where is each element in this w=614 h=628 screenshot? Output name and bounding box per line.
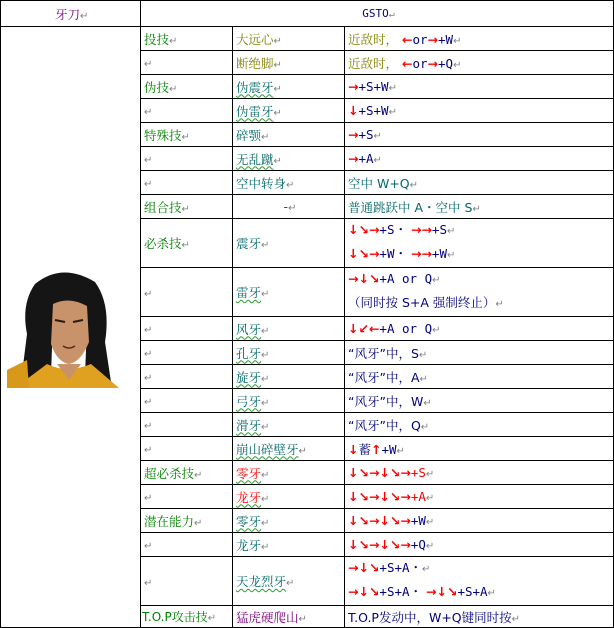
- category-cell: 必杀技↵: [141, 219, 233, 268]
- move-name-cell: 零牙↵: [233, 461, 345, 485]
- category-cell: ↵: [141, 147, 233, 171]
- character-name: 牙刀: [55, 6, 81, 22]
- game-title-cell: GSTO↵: [141, 1, 614, 27]
- command-line: （同时按 S+A 强制终止）↵: [348, 295, 504, 310]
- category-cell: ↵: [141, 437, 233, 461]
- move-name-cell: 震牙↵: [233, 219, 345, 268]
- category-cell: 伪技↵: [141, 75, 233, 99]
- move-name-cell: 猛虎硬爬山↵: [233, 606, 345, 628]
- arrow-left-icon: ←: [402, 31, 413, 47]
- category-cell: 投技↵: [141, 27, 233, 51]
- move-name-cell: 断绝脚↵: [233, 51, 345, 75]
- move-name-cell: 风牙↵: [233, 317, 345, 341]
- arrow-sequence-icon: →↓↘: [426, 584, 458, 599]
- command-line: ↓↘→+S・ →→+S↵: [348, 222, 456, 237]
- character-name-cell: 牙刀↵: [1, 1, 141, 27]
- category-cell: 特殊技↵: [141, 123, 233, 147]
- move-name-cell: 旋牙↵: [233, 365, 345, 389]
- arrow-left-icon: ←: [402, 55, 413, 71]
- arrow-up-icon: ↑: [371, 441, 382, 457]
- character-portrait: [7, 264, 127, 388]
- move-name-cell: 崩山碎壁牙↵: [233, 437, 345, 461]
- command-cell: →+S+W↵: [345, 75, 614, 99]
- move-name-cell: 无乱蹴↵: [233, 147, 345, 171]
- category-cell: ↵: [141, 557, 233, 606]
- command-cell: ↓↘→↓↘→+W↵: [345, 509, 614, 533]
- arrow-sequence-icon: ↓↙←: [348, 321, 380, 336]
- command-cell: ↓↙←+A or Q↵: [345, 317, 614, 341]
- arrow-sequence-icon: →↓↘: [348, 560, 380, 575]
- command-cell: “风牙”中，A↵: [345, 365, 614, 389]
- move-name-cell: 碎颚↵: [233, 123, 345, 147]
- move-name-cell: 空中转身↵: [233, 171, 345, 195]
- command-cell: 普通跳跃中 A・空中 S↵: [345, 195, 614, 219]
- command-cell: T.O.P发动中，W+Q键同时按↵: [345, 606, 614, 628]
- arrow-sequence-icon: ↓↘→↓↘→: [348, 489, 411, 504]
- category-cell: ↵: [141, 341, 233, 365]
- arrow-right-icon: →: [427, 55, 439, 71]
- move-name-cell: 雷牙↵: [233, 268, 345, 317]
- category-cell: ↵: [141, 389, 233, 413]
- arrow-down-icon: ↓: [348, 441, 359, 457]
- command-cell: “风牙”中，Q↵: [345, 413, 614, 437]
- game-title: GSTO: [362, 7, 389, 20]
- arrow-sequence-icon: ↓↘→: [348, 222, 380, 237]
- command-cell: ↓+S+W↵: [345, 99, 614, 123]
- command-cell: →+S↵: [345, 123, 614, 147]
- category-cell: ↵: [141, 413, 233, 437]
- arrow-sequence-icon: ↓↘→↓↘→: [348, 513, 411, 528]
- arrow-sequence-icon: ↓↘→↓↘→: [348, 465, 411, 480]
- command-line: ↓↘→+W・ →→+W↵: [348, 246, 456, 261]
- command-line: →↓↘+S+A・↵: [348, 560, 431, 575]
- arrow-right-icon: →: [427, 31, 439, 47]
- category-cell: ↵: [141, 533, 233, 557]
- arrow-sequence-icon: →→: [410, 246, 432, 261]
- arrow-sequence-icon: ↓↘→: [348, 246, 380, 261]
- move-name-cell: 龙牙↵: [233, 485, 345, 509]
- command-cell: [345, 557, 614, 606]
- command-cell: [345, 268, 614, 317]
- category-cell: 组合技↵: [141, 195, 233, 219]
- command-cell: [345, 219, 614, 268]
- command-cell: 近敌时， ←or→+W↵: [345, 27, 614, 51]
- category-cell: ↵: [141, 317, 233, 341]
- category-cell: ↵: [141, 365, 233, 389]
- arrow-right-icon: →: [348, 151, 359, 166]
- arrow-sequence-icon: ↓↘→↓↘→: [348, 537, 411, 552]
- command-cell: ↓蓄↑+W↵: [345, 437, 614, 461]
- command-line: →↓↘+S+A・ →↓↘+S+A↵: [348, 584, 496, 599]
- command-cell: ↓↘→↓↘→+Q↵: [345, 533, 614, 557]
- command-cell: “风牙”中，W↵: [345, 389, 614, 413]
- move-name-cell: -↵: [233, 195, 345, 219]
- move-name-cell: 天龙烈牙↵: [233, 557, 345, 606]
- category-cell: ↵: [141, 268, 233, 317]
- category-cell: 潜在能力↵: [141, 509, 233, 533]
- category-cell: ↵: [141, 171, 233, 195]
- command-cell: “风牙”中，S↵: [345, 341, 614, 365]
- move-name-cell: 零牙↵: [233, 509, 345, 533]
- command-cell: 空中 W+Q↵: [345, 171, 614, 195]
- header-row: [1, 1, 614, 27]
- arrow-right-icon: →: [348, 79, 359, 94]
- move-name-cell: 龙牙↵: [233, 533, 345, 557]
- arrow-sequence-icon: →↓↘: [348, 271, 380, 286]
- portrait-cell: [1, 27, 141, 628]
- category-cell: ↵: [141, 51, 233, 75]
- arrow-sequence-icon: →→: [410, 222, 432, 237]
- category-cell: ↵: [141, 99, 233, 123]
- category-cell: ↵: [141, 485, 233, 509]
- arrow-down-icon: ↓: [348, 103, 359, 118]
- command-cell: ↓↘→↓↘→+A↵: [345, 485, 614, 509]
- move-name-cell: 孔牙↵: [233, 341, 345, 365]
- arrow-sequence-icon: →↓↘: [348, 584, 380, 599]
- table-row: [1, 27, 614, 51]
- command-cell: ↓↘→↓↘→+S↵: [345, 461, 614, 485]
- command-cell: 近敌时， ←or→+Q↵: [345, 51, 614, 75]
- category-cell: T.O.P攻击技↵: [141, 606, 233, 628]
- move-name-cell: 弓牙↵: [233, 389, 345, 413]
- command-line: →↓↘+A or Q↵: [348, 271, 441, 286]
- move-name-cell: 大远心↵: [233, 27, 345, 51]
- move-name-cell: 伪雷牙↵: [233, 99, 345, 123]
- move-name-cell: 伪震牙↵: [233, 75, 345, 99]
- command-cell: →+A↵: [345, 147, 614, 171]
- arrow-right-icon: →: [348, 127, 359, 142]
- move-name-cell: 滑牙↵: [233, 413, 345, 437]
- category-cell: 超必杀技↵: [141, 461, 233, 485]
